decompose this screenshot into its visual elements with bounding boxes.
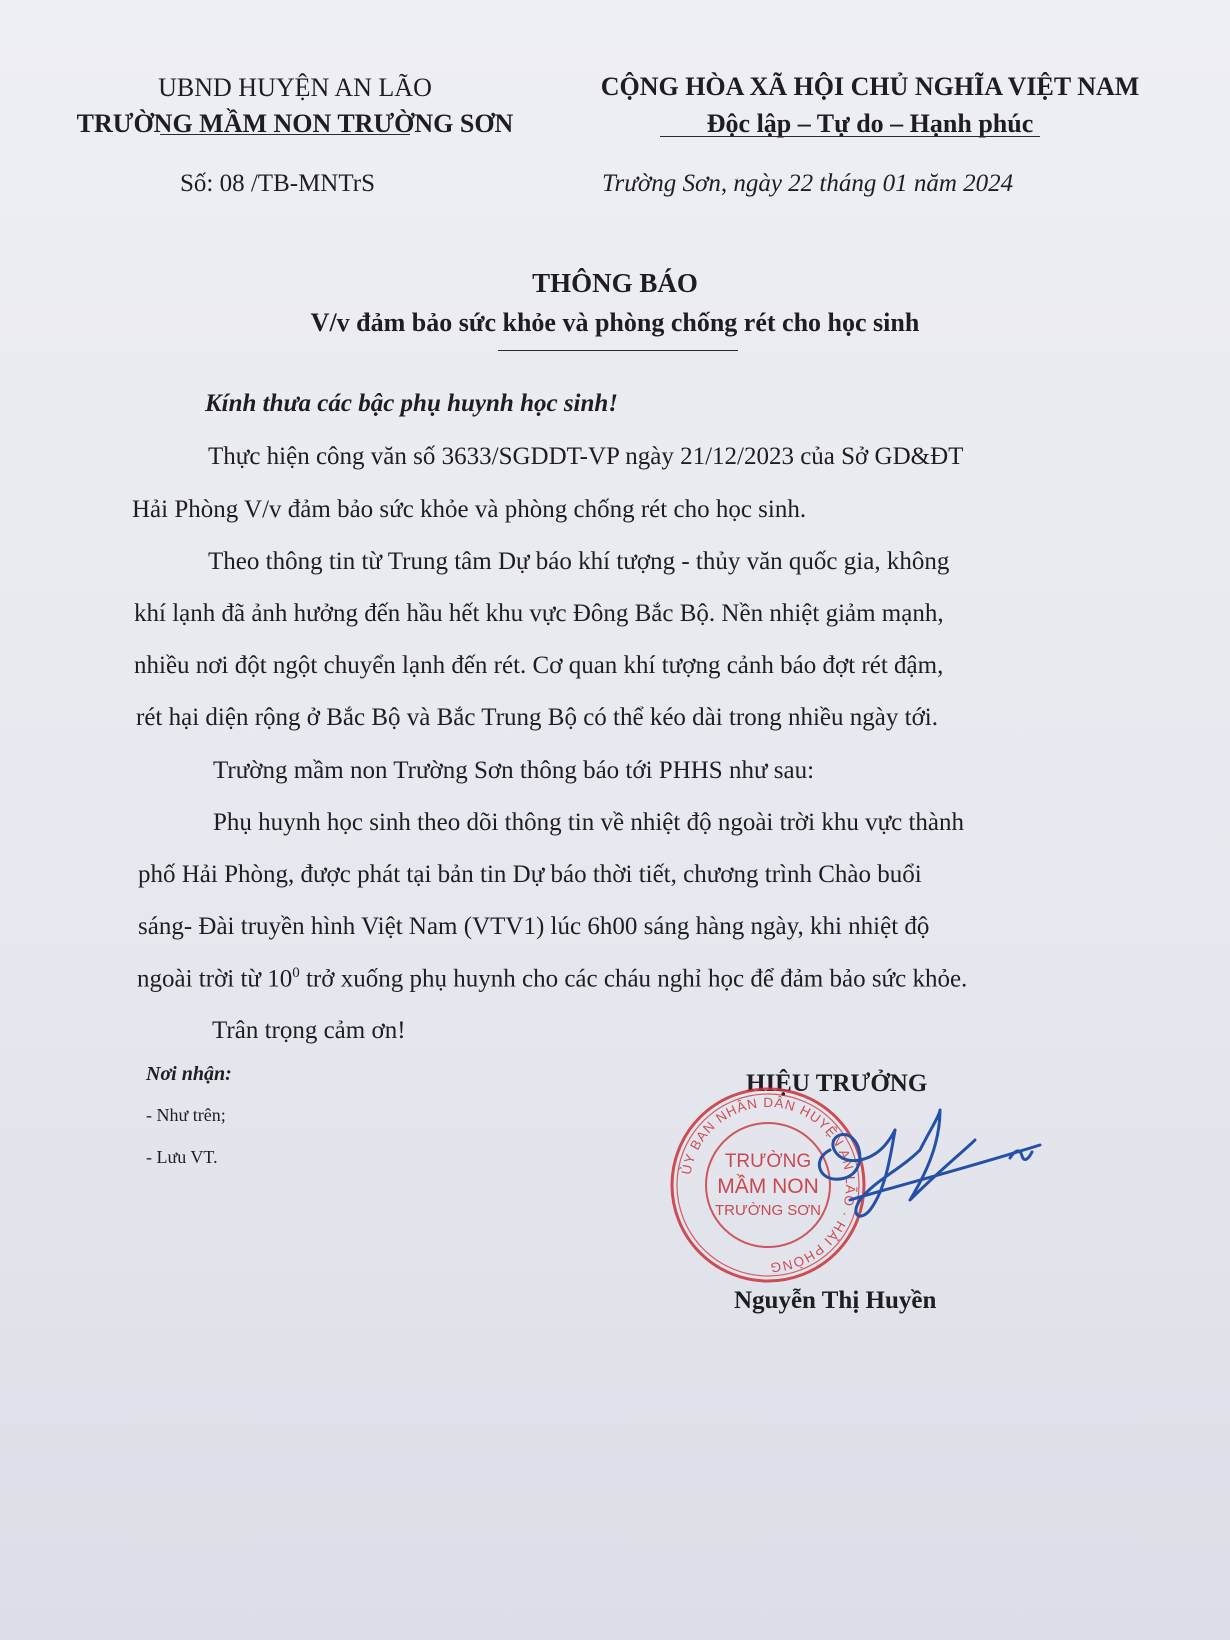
motto: Độc lập – Tự do – Hạnh phúc (706, 109, 1034, 138)
issuer-authority: UBND HUYỆN AN LÃO (158, 73, 432, 102)
signer-name: Nguyễn Thị Huyền (734, 1287, 937, 1314)
paragraph-2-line-3: nhiều nơi đột ngột chuyển lạnh đến rét. Cơ quan khí tượng cảnh báo đợt rét đậm, (134, 652, 944, 679)
paragraph-4-line-2: phố Hải Phòng, được phát tại bản tin Dự báo thời tiết, chương trình Chào buổi (138, 861, 922, 888)
paragraph-4-line-4 (137, 965, 967, 993)
recipient-item: - Lưu VT. (146, 1147, 218, 1167)
seal-ring-text: ỦY BAN NHÂN DÂN HUYỆN AN LÃO · HẢI PHÒNG (678, 1094, 859, 1276)
paragraph-2-line-4: rét hại diện rộng ở Bắc Bộ và Bắc Trung Bộ có thể kéo dài trong nhiều ngày tới. (136, 704, 938, 731)
temperature-prefix: ngoài trời từ 10 (137, 965, 293, 993)
document-date: Trường Sơn, ngày 22 tháng 01 năm 2024 (602, 170, 1014, 197)
national-motto-block (560, 68, 1180, 142)
recipient-item: - Như trên; (146, 1105, 226, 1125)
paragraph-2-line-2: khí lạnh đã ảnh hưởng đến hầu hết khu vực Đông Bắc Bộ. Nền nhiệt giảm mạnh, (134, 600, 944, 627)
seal-line-2: MẦM NON (717, 1175, 819, 1198)
paragraph-4-line-1: Phụ huynh học sinh theo dõi thông tin về nhiệt độ ngoài trời khu vực thành (213, 809, 965, 836)
country-name: CỘNG HÒA XÃ HỘI CHỦ NGHĨA VIỆT NAM (600, 72, 1140, 101)
salutation: Kính thưa các bậc phụ huynh học sinh! (205, 390, 619, 417)
motto-underline (660, 136, 1040, 137)
document-number: Số: 08 /TB-MNTrS (180, 170, 375, 197)
paragraph-2-line-1: Theo thông tin từ Trung tâm Dự báo khí tượng - thủy văn quốc gia, không (208, 548, 950, 575)
paragraph-4-line-3: sáng- Đài truyền hình Việt Nam (VTV1) lúc 6h00 sáng hàng ngày, khi nhiệt độ (138, 913, 930, 940)
subject-underline (498, 350, 738, 351)
issuer-block (40, 70, 550, 142)
notice-subject: V/v đảm bảo sức khỏe và phòng chống rét cho học sinh (310, 308, 920, 337)
notice-title: THÔNG BÁO (532, 268, 698, 298)
paragraph-1-line-1: Thực hiện công văn số 3633/SGDDT-VP ngày 21/12/2023 của Sở GD&ĐT (208, 443, 964, 470)
issuer-underline (160, 134, 410, 135)
signer-title: HIỆU TRƯỞNG (746, 1070, 928, 1097)
paragraph-3: Trường mầm non Trường Sơn thông báo tới PHHS như sau: (213, 757, 815, 784)
handwritten-signature (790, 1090, 1050, 1230)
issuer-school: TRƯỜNG MẦM NON TRƯỜNG SƠN (76, 109, 514, 138)
recipients-heading: Nơi nhận: (146, 1063, 232, 1085)
seal-line-1: TRƯỜNG (724, 1151, 812, 1172)
closing-line: Trân trọng cảm ơn! (212, 1017, 406, 1044)
degree-superscript: 0 (292, 965, 300, 981)
temperature-suffix: trở xuống phụ huynh cho các cháu nghỉ học để đảm bảo sức khỏe. (299, 965, 968, 993)
paragraph-1-line-2: Hải Phòng V/v đảm bảo sức khỏe và phòng chống rét cho học sinh. (132, 496, 807, 523)
seal-line-3: TRƯỜNG SƠN (714, 1202, 822, 1219)
